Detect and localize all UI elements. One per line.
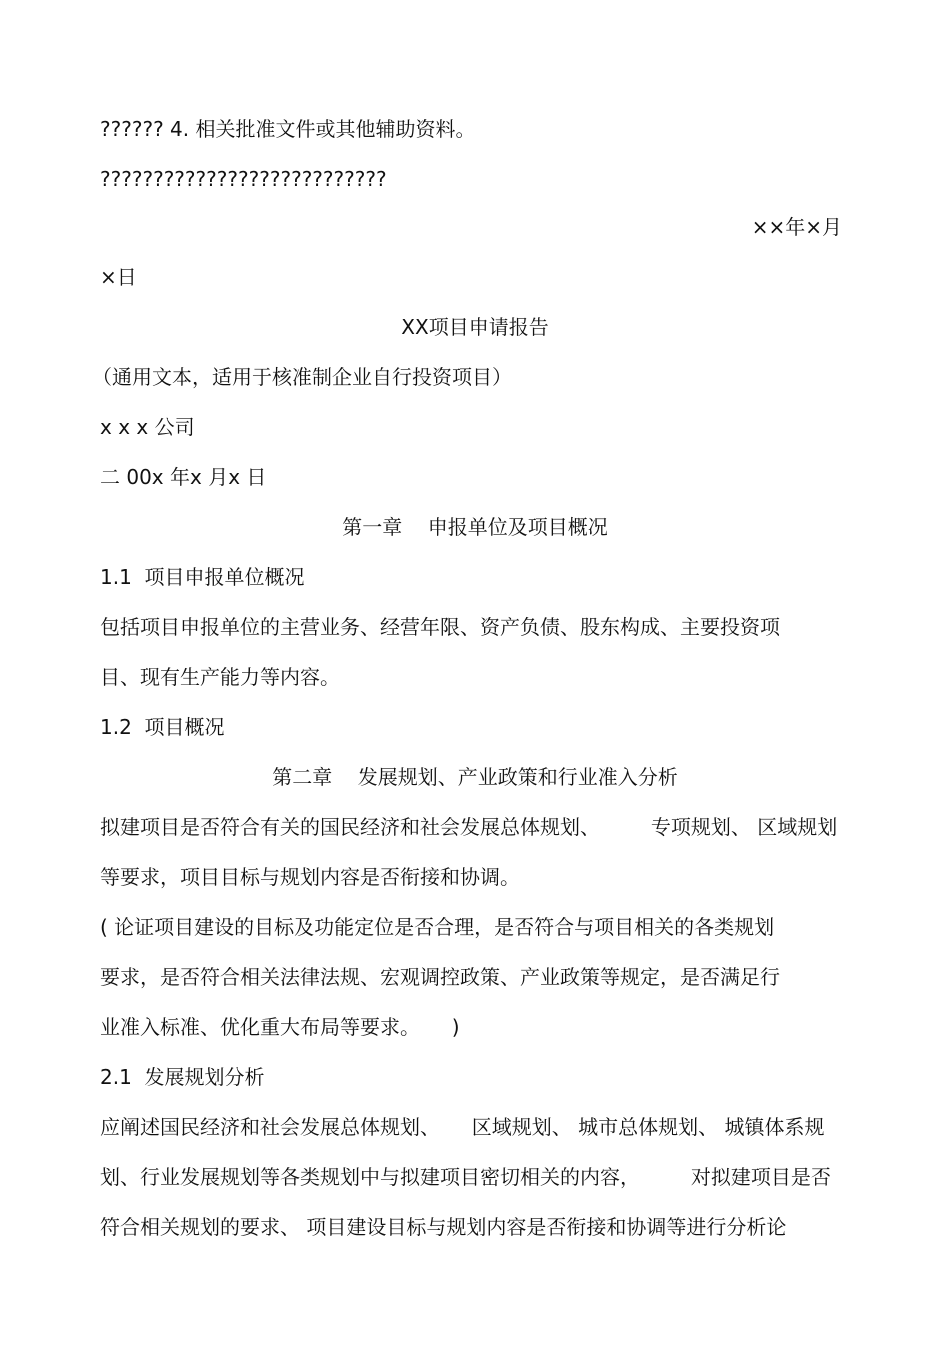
report-date: 二 00x 年x 月x 日 bbox=[100, 465, 267, 489]
report-subtitle: （通用文本，适用于核准制企业自行投资项目） bbox=[92, 365, 512, 389]
text-line-placeholder: ??????????????????????????? bbox=[100, 167, 387, 191]
report-title: XX项目申请报告 bbox=[401, 315, 549, 339]
section-1-2-heading: 1.2 项目概况 bbox=[100, 715, 225, 739]
body-text-line: 要求，是否符合相关法律法规、宏观调控政策、产业政策等规定，是否满足行 bbox=[100, 965, 780, 989]
text-line-attachment-4: ?????? 4. 相关批准文件或其他辅助资料。 bbox=[100, 117, 476, 141]
body-text-line: 目、现有生产能力等内容。 bbox=[100, 665, 340, 689]
section-2-1-heading: 2.1 发展规划分析 bbox=[100, 1065, 265, 1089]
date-line-day: ×日 bbox=[100, 265, 137, 289]
section-1-1-heading: 1.1 项目申报单位概况 bbox=[100, 565, 305, 589]
body-text-line: 应阐述国民经济和社会发展总体规划、 区域规划、 城市总体规划、 城镇体系规 bbox=[100, 1115, 825, 1139]
company-name: x x x 公司 bbox=[100, 415, 195, 439]
chapter-1-heading: 第一章 申报单位及项目概况 bbox=[342, 515, 608, 539]
date-line-year-month: ××年×月 bbox=[751, 215, 842, 239]
chapter-2-heading: 第二章 发展规划、产业政策和行业准入分析 bbox=[272, 765, 678, 789]
body-text-line: 符合相关规划的要求、 项目建设目标与规划内容是否衔接和协调等进行分析论 bbox=[100, 1215, 787, 1239]
body-text-line: 包括项目申报单位的主营业务、经营年限、资产负债、股东构成、主要投资项 bbox=[100, 615, 780, 639]
body-text-line: 划、行业发展规划等各类规划中与拟建项目密切相关的内容， 对拟建项目是否 bbox=[100, 1165, 831, 1189]
body-text-line: 业准入标准、优化重大布局等要求。 ) bbox=[100, 1015, 460, 1039]
body-text-line: 拟建项目是否符合有关的国民经济和社会发展总体规划、 专项规划、 区域规划 bbox=[100, 815, 838, 839]
body-text-line: 等要求，项目目标与规划内容是否衔接和协调。 bbox=[100, 865, 520, 889]
body-text-line: ( 论证项目建设的目标及功能定位是否合理，是否符合与项目相关的各类规划 bbox=[100, 915, 775, 939]
